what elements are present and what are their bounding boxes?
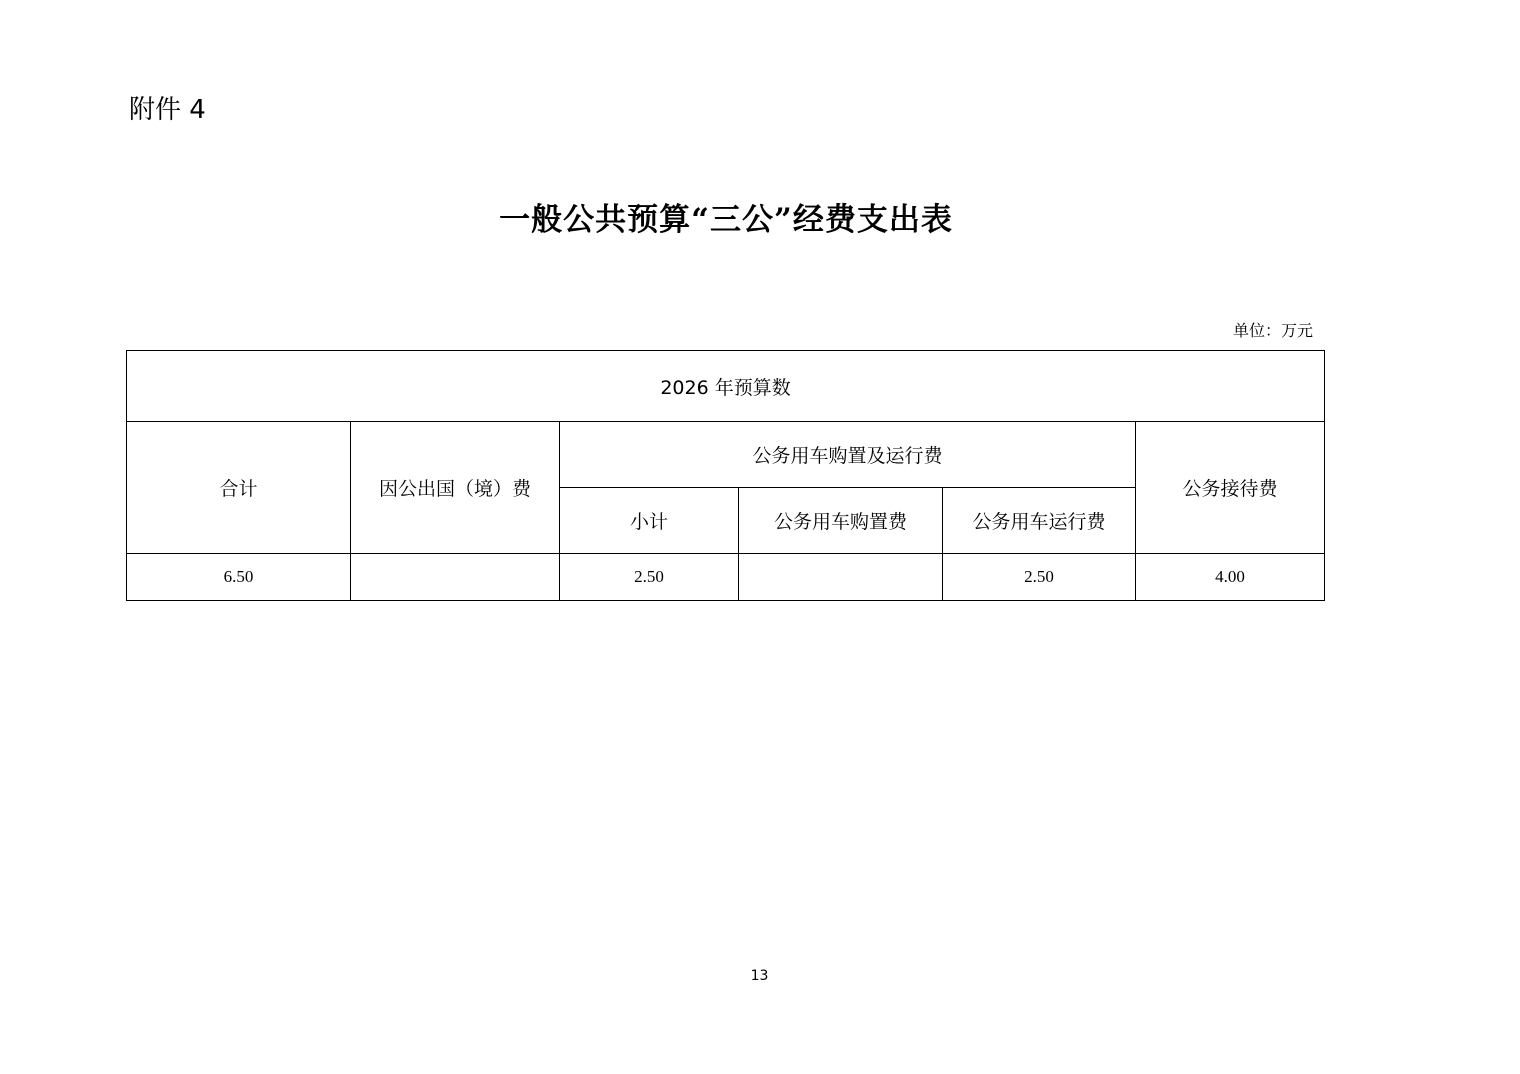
table-header-row-year xyxy=(127,351,1325,422)
budget-table xyxy=(126,350,1325,601)
cell-overseas xyxy=(351,554,560,601)
header-reception: 公务接待费 xyxy=(1136,422,1325,554)
page-title: 一般公共预算“三公”经费支出表 xyxy=(499,202,953,238)
cell-vehicle-subtotal: 2.50 xyxy=(560,554,739,601)
unit-label: 单位：万元 xyxy=(1232,321,1313,340)
header-vehicle-purchase: 公务用车购置费 xyxy=(739,488,943,554)
header-overseas: 因公出国（境）费 xyxy=(351,422,560,554)
page-number: 13 xyxy=(750,968,769,984)
header-vehicle-subtotal: 小计 xyxy=(560,488,739,554)
header-vehicle-group: 公务用车购置及运行费 xyxy=(560,422,1136,488)
table-header-row xyxy=(127,422,1325,488)
cell-vehicle-operation: 2.50 xyxy=(943,554,1136,601)
header-total: 合计 xyxy=(127,422,351,554)
cell-vehicle-purchase xyxy=(739,554,943,601)
header-vehicle-operation: 公务用车运行费 xyxy=(943,488,1136,554)
attachment-label: 附件 4 xyxy=(129,95,206,125)
cell-total: 6.50 xyxy=(127,554,351,601)
cell-reception: 4.00 xyxy=(1136,554,1325,601)
year-header-cell: 2026 年预算数 xyxy=(127,351,1325,422)
table-row xyxy=(127,554,1325,601)
